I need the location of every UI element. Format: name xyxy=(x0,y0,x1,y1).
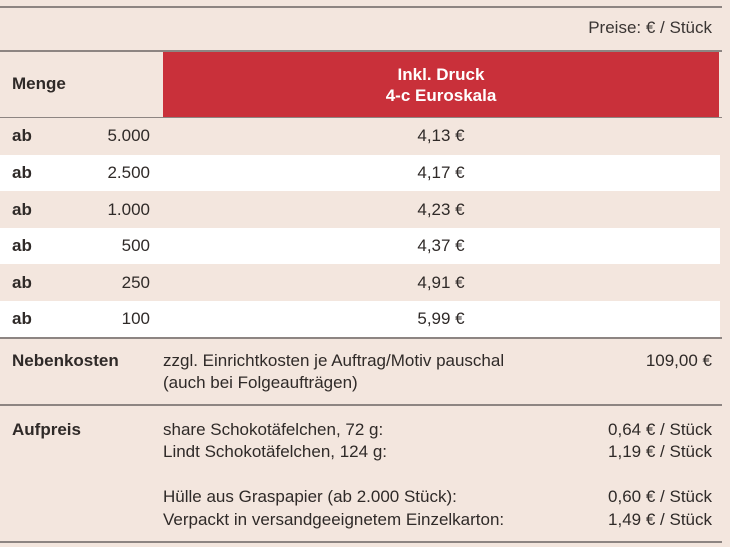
bottom-rule xyxy=(0,541,722,543)
aufpreis-label: Aufpreis xyxy=(12,420,81,439)
table-row xyxy=(0,301,720,337)
row-price: 4,23 € xyxy=(417,200,465,219)
nebenkosten-line1: zzgl. Einrichtkosten je Auftrag/Motiv pauschal xyxy=(163,351,505,370)
aufpreis-item-amount: 0,60 € / Stück xyxy=(608,487,712,506)
column-header-line1: Inkl. Druck xyxy=(397,64,485,84)
row-quantity: 250 xyxy=(121,273,150,292)
table-bottom-rule xyxy=(0,337,722,339)
table-row xyxy=(0,265,720,301)
section-rule xyxy=(0,404,722,406)
nebenkosten-label: Nebenkosten xyxy=(12,351,119,370)
aufpreis-item-text: share Schokotäfelchen, 72 g: xyxy=(163,420,384,439)
top-rule xyxy=(0,6,722,8)
row-price: 4,37 € xyxy=(417,236,465,255)
aufpreis-item-text: Verpackt in versandgeeignetem Einzelkarton: xyxy=(163,510,505,529)
table-row xyxy=(0,155,720,191)
row-price: 4,13 € xyxy=(417,126,465,145)
row-prefix: ab xyxy=(12,273,32,292)
row-prefix: ab xyxy=(12,309,32,328)
row-quantity: 100 xyxy=(121,309,150,328)
row-price: 4,17 € xyxy=(417,163,465,182)
aufpreis-item-amount: 1,19 € / Stück xyxy=(608,442,712,461)
row-quantity: 2.500 xyxy=(107,163,150,182)
table-row xyxy=(0,192,720,228)
row-price: 4,91 € xyxy=(417,273,465,292)
aufpreis-item-text: Lindt Schokotäfelchen, 124 g: xyxy=(163,442,387,461)
price-caption: Preise: € / Stück xyxy=(588,18,712,37)
row-price: 5,99 € xyxy=(417,309,465,328)
row-prefix: ab xyxy=(12,200,32,219)
column-header-price xyxy=(163,52,719,117)
column-header-menge: Menge xyxy=(12,74,66,93)
row-prefix: ab xyxy=(12,163,32,182)
aufpreis-item-amount: 1,49 € / Stück xyxy=(608,510,712,529)
row-prefix: ab xyxy=(12,126,32,145)
row-quantity: 5.000 xyxy=(107,126,150,145)
nebenkosten-line2: (auch bei Folgeaufträgen) xyxy=(163,373,358,392)
row-quantity: 500 xyxy=(121,236,150,255)
table-row xyxy=(0,228,720,264)
table-row xyxy=(0,118,720,154)
column-header-line2: 4-c Euroskala xyxy=(385,85,497,105)
aufpreis-item-amount: 0,64 € / Stück xyxy=(608,420,712,439)
row-prefix: ab xyxy=(12,236,32,255)
nebenkosten-amount: 109,00 € xyxy=(645,351,712,370)
row-quantity: 1.000 xyxy=(107,200,150,219)
aufpreis-item-text: Hülle aus Graspapier (ab 2.000 Stück): xyxy=(163,487,457,506)
